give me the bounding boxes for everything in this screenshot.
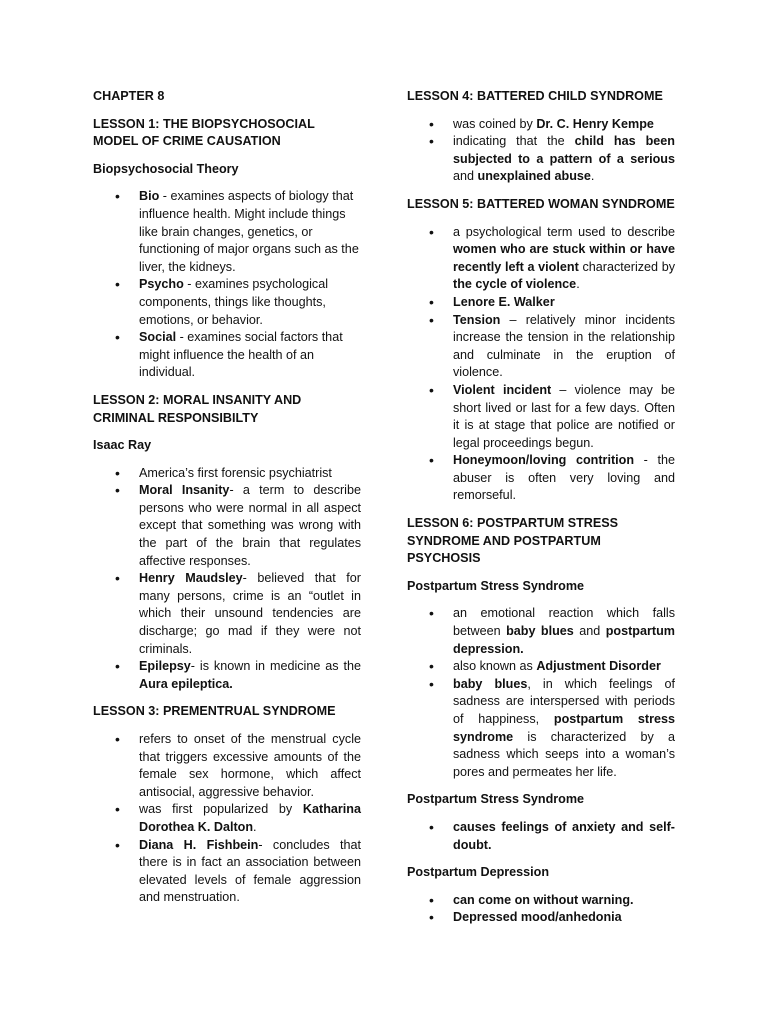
definition: - examines aspects of biology that influence health. Might include things like brain changes, genetics, or functioning of major organs such as the liver, the kidneys. [139, 189, 359, 274]
lesson-3-list [93, 731, 361, 907]
lesson-6-list-2 [407, 819, 675, 854]
list-item [139, 801, 361, 836]
item-text: a psychological term used to describe [453, 224, 675, 239]
bold-phrase: can come on without warning. [453, 892, 634, 907]
definition: - is known in medicine as the [190, 659, 361, 674]
list-item [139, 482, 361, 570]
item-text: an emotional reaction which falls between [453, 606, 675, 639]
punctuation: . [576, 277, 580, 292]
list-item [453, 892, 675, 910]
definition: - a term to describe persons who were normal in all aspect except that something was wrong with the part of the brain that regulates affective responses. [139, 483, 361, 568]
bold-phrase: the cycle of violence [453, 277, 577, 292]
list-item [453, 605, 675, 658]
lesson-4-title: LESSON 4: BATTERED CHILD SYNDROME [407, 89, 663, 103]
lesson-1-title: LESSON 1: THE BIOPSYCHOSOCIAL MODEL OF CRIME CAUSATION [93, 116, 315, 149]
item-text: is characterized by a sadness which seeps into a woman’s pores and permeates her life. [453, 729, 675, 779]
list-item [139, 658, 361, 693]
item-text: refers to onset of the menstrual cycle that triggers excessive amounts of the female sex hormone, which affect antisocial, aggressive behavior. [139, 732, 361, 799]
list-item [453, 382, 675, 452]
term: Epilepsy [139, 659, 191, 674]
item-text: was first popularized by [139, 802, 303, 817]
lesson-6-title: LESSON 6: POSTPARTUM STRESS SYNDROME AND POSTPARTUM PSYCHOSIS [407, 516, 619, 566]
lesson-2-subheading: Isaac Ray [93, 438, 152, 453]
list-item [139, 329, 361, 382]
item-text: America’s first forensic psychiatrist [139, 465, 332, 480]
definition: – violence may be short lived or last for a few days. Often it is at stage that police are notified or legal proceedings begun. [453, 382, 676, 450]
lesson-6-subheading-2: Postpartum Stress Syndrome [407, 792, 585, 807]
list-item [453, 452, 675, 505]
item-text: and [453, 169, 478, 184]
list-item [139, 465, 361, 483]
lesson-4-list [407, 116, 675, 186]
list-item [453, 676, 675, 782]
list-item [453, 116, 675, 134]
bold-phrase: baby blues [453, 676, 528, 691]
term: Moral Insanity [139, 483, 230, 498]
bold-phrase: Adjustment Disorder [536, 659, 661, 674]
lesson-5-title: LESSON 5: BATTERED WOMAN SYNDROME [407, 196, 675, 211]
bold-phrase: unexplained abuse [477, 169, 591, 184]
chapter-title: CHAPTER 8 [93, 89, 165, 103]
term: Tension [453, 312, 501, 327]
list-item [139, 570, 361, 658]
bold-phrase: postpartum stress syndrome [453, 712, 675, 744]
lesson-5-list [407, 224, 675, 506]
bold-phrase: Depressed mood/anhedonia [453, 910, 622, 925]
list-item [453, 909, 675, 927]
term: Violent incident [453, 382, 552, 397]
list-item [453, 819, 675, 854]
item-text: characterized by [578, 259, 676, 274]
list-item [453, 312, 675, 382]
left-column [93, 84, 361, 917]
bold-phrase: postpartum depression. [453, 624, 675, 656]
punctuation: . [253, 819, 257, 834]
right-column [407, 84, 675, 937]
lesson-1-list [93, 188, 361, 382]
term: Bio [139, 189, 160, 204]
lesson-2-title: LESSON 2: MORAL INSANITY AND CRIMINAL RESPONSIBILTY [93, 392, 302, 425]
lesson-6-list-3 [407, 892, 675, 927]
punctuation: . [590, 169, 595, 184]
list-item [453, 658, 675, 676]
definition: - the abuser is often very loving and remorseful. [453, 453, 676, 503]
bold-name: Katharina Dorothea K. Dalton [139, 802, 361, 834]
term-bold-end: Aura epileptica. [139, 676, 233, 691]
definition: - examines psychological components, things like thoughts, emotions, or behavior. [139, 277, 329, 327]
bold-phrase: baby blues [506, 624, 574, 639]
lesson-6-subheading-3: Postpartum Depression [407, 865, 550, 880]
bold-phrase: causes feelings of anxiety and self-doubt. [453, 819, 675, 852]
term: Psycho [139, 277, 184, 292]
list-item [139, 837, 361, 907]
lesson-6-list-1 [407, 605, 675, 781]
term: Henry Maudsley [139, 571, 243, 586]
definition: - examines social factors that might influence the health of an individual. [139, 330, 343, 380]
bold-phrase: women who are stuck within or have recently left a violent [453, 242, 675, 274]
item-text: and [573, 624, 606, 639]
lesson-3-title: LESSON 3: PREMENTRUAL SYNDROME [93, 704, 336, 719]
item-text: was coined by [453, 116, 537, 131]
list-item [139, 731, 361, 801]
lesson-6-subheading-1: Postpartum Stress Syndrome [407, 578, 585, 593]
item-text: indicating that the [453, 134, 575, 149]
definition: - concludes that there is in fact an association between elevated levels of female aggression and menstruation. [139, 837, 361, 905]
bold-name: Lenore E. Walker [453, 294, 555, 309]
list-item [139, 188, 361, 276]
term: Social [139, 330, 177, 345]
definition: – relatively minor incidents increase the tension in the relationship and culminate in the eruption of violence. [453, 312, 675, 380]
list-item [453, 294, 675, 312]
lesson-2-list [93, 465, 361, 694]
item-text: also known as [453, 659, 537, 674]
bold-phrase: child has been subjected to a pattern of a serious [453, 134, 675, 166]
term: Honeymoon/loving contrition [453, 453, 635, 468]
lesson-1-subheading: Biopsychosocial Theory [93, 161, 239, 176]
definition: - believed that for many persons, crime is an “outlet in which their unsound tendencies are discharge; go mad if they were not criminals. [139, 571, 362, 656]
term: Diana H. Fishbein [139, 837, 259, 852]
list-item [453, 133, 675, 186]
bold-name: Dr. C. Henry Kempe [536, 116, 654, 131]
list-item [453, 224, 675, 294]
list-item [139, 276, 361, 329]
item-text: , in which feelings of sadness are interspersed with periods of happiness, [453, 676, 676, 726]
